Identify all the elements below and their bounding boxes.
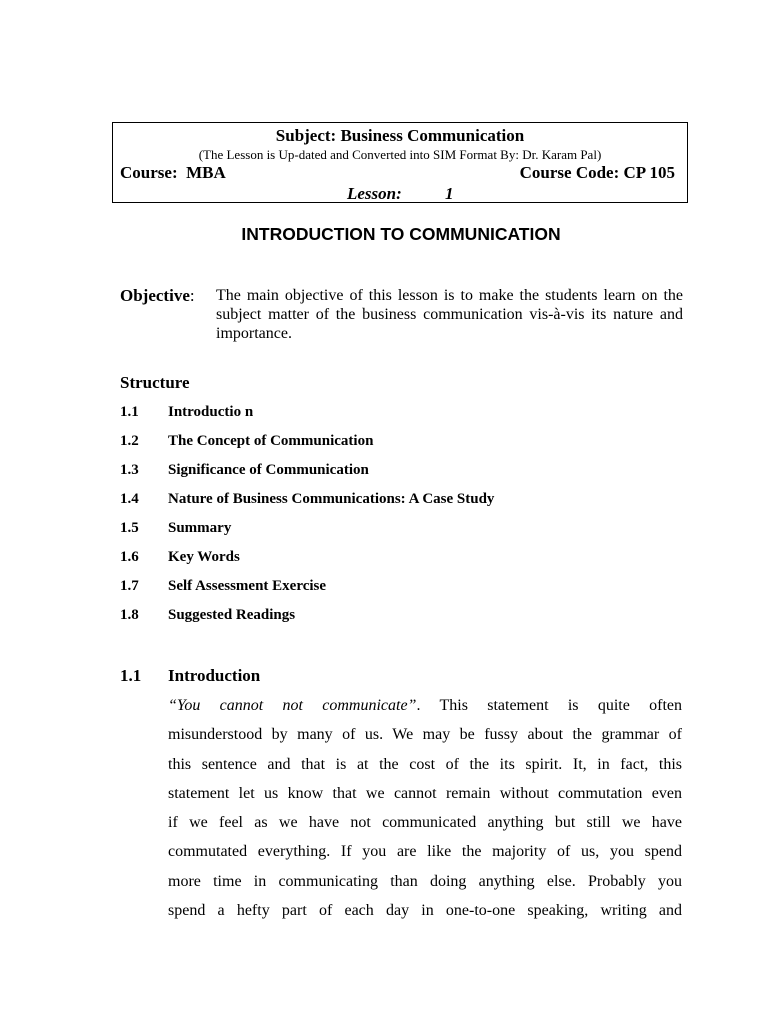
body-line: statement let us know that we cannot remain without commutation even bbox=[168, 784, 682, 802]
subject-title: Subject: Business Communication bbox=[275, 126, 525, 145]
toc-item-label: Suggested Readings bbox=[168, 607, 296, 623]
toc-item-label: Nature of Business Communications: A Case Study bbox=[168, 491, 495, 507]
page-title: INTRODUCTION TO COMMUNICATION bbox=[241, 224, 561, 244]
lesson-header-box bbox=[112, 122, 688, 203]
objective-colon: : bbox=[189, 286, 195, 305]
objective-label: Objective bbox=[120, 286, 190, 305]
objective-label-group bbox=[120, 286, 195, 306]
toc-item-label: Key Words bbox=[168, 549, 240, 565]
toc-item-label: Self Assessment Exercise bbox=[168, 578, 327, 594]
toc-item-label: Summary bbox=[168, 520, 232, 536]
course-code: Course Code: CP 105 bbox=[519, 163, 675, 182]
toc-item-number: 1.1 bbox=[120, 404, 139, 420]
body-line: misunderstood by many of us. We may be fussy about the grammar of bbox=[168, 726, 682, 744]
body-line-text: . This statement is quite often bbox=[416, 697, 682, 714]
toc-item-number: 1.4 bbox=[120, 491, 139, 507]
toc-item-number: 1.7 bbox=[120, 578, 139, 594]
quote-text: “You cannot not communicate” bbox=[168, 697, 417, 714]
body-line: commutated everything. If you are like the majority of us, you spend bbox=[168, 843, 682, 861]
toc-item-number: 1.3 bbox=[120, 462, 139, 478]
toc-item-number: 1.2 bbox=[120, 433, 139, 449]
toc-item-number: 1.6 bbox=[120, 549, 139, 565]
body-line: more time in communicating than doing anything else. Probably you bbox=[168, 872, 682, 890]
section-title: Introduction bbox=[168, 666, 261, 685]
body-line bbox=[168, 693, 682, 722]
toc-item-label: Introductio n bbox=[168, 404, 254, 420]
body-line: if we feel as we have not communicated anything but still we have bbox=[168, 814, 682, 832]
body-line: this sentence and that is at the cost of the its spirit. It, in fact, this bbox=[168, 755, 682, 773]
section-body-text bbox=[168, 693, 682, 927]
toc-item-number: 1.8 bbox=[120, 607, 139, 623]
section-number: 1.1 bbox=[120, 666, 142, 685]
structure-heading: Structure bbox=[120, 373, 190, 392]
objective-text: The main objective of this lesson is to make the students learn on the subject matter of the business communication vis-à-vis its nature and importance. bbox=[216, 287, 683, 342]
toc-item-number: 1.5 bbox=[120, 520, 139, 536]
lesson-label: Lesson: bbox=[347, 184, 402, 203]
body-line: spend a hefty part of each day in one-to-one speaking, writing and bbox=[168, 902, 682, 920]
toc-item-label: The Concept of Communication bbox=[168, 433, 374, 449]
toc-item-label: Significance of Communication bbox=[168, 462, 369, 478]
lesson-number: 1 bbox=[445, 184, 454, 203]
course-name: Course: MBA bbox=[120, 163, 226, 182]
author-note: (The Lesson is Up-dated and Converted into SIM Format By: Dr. Karam Pal) bbox=[198, 147, 602, 162]
